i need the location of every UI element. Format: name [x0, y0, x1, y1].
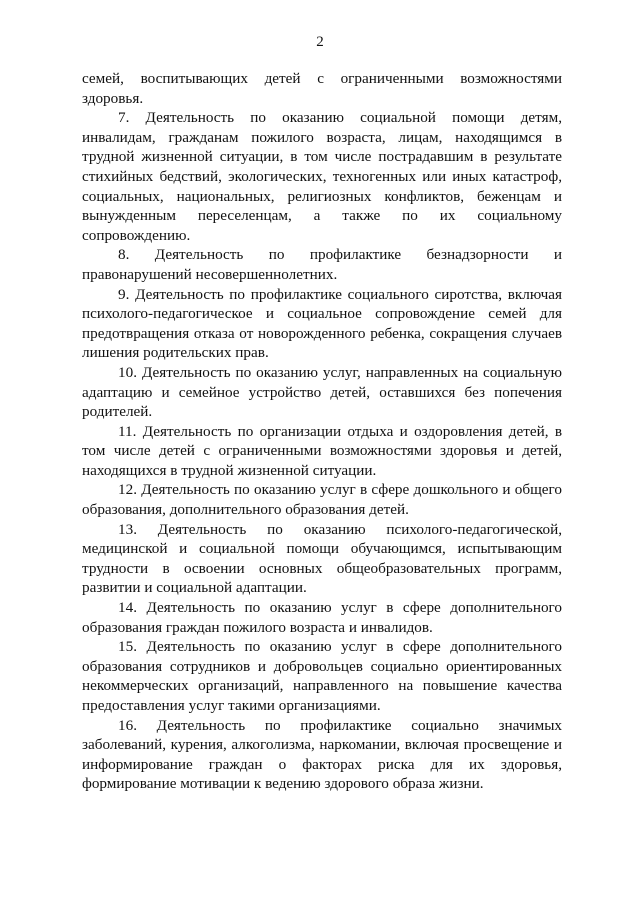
paragraph-item-10: 10. Деятельность по оказанию услуг, направленных на социальную адаптацию и семейное устройство детей, оставшихся без попечения родителей. — [82, 363, 562, 421]
paragraph-item-9: 9. Деятельность по профилактике социального сиротства, включая психолого-педагогическое и социальное сопровождение семей для предотвращения отказа от новорожденного ребенка, сокращения случаев лишения родительских прав. — [82, 285, 562, 362]
paragraph-continuation: семей, воспитывающих детей с ограниченными возможностями здоровья. — [82, 70, 562, 107]
paragraph-item-15: 15. Деятельность по оказанию услуг в сфере дополнительного образования сотрудников и добровольцев социально ориентированных некоммерческих организаций, направленного на повышение качества предоставления услуг такими организациями. — [82, 638, 562, 714]
document-body — [82, 69, 562, 794]
paragraph-item-11: 11. Деятельность по организации отдыха и оздоровления детей, в том числе детей с ограниченными возможностями здоровья и детей, находящихся в трудной жизненной ситуации. — [82, 422, 562, 479]
page-number: 2 — [316, 34, 324, 50]
paragraph-item-7: 7. Деятельность по оказанию социальной помощи детям, инвалидам, гражданам пожилого возраста, лицам, находящимся в трудной жизненной ситуации, в том числе пострадавшим в результате стихийных бедствий, экологических, техногенных или иных катастроф, социальных, национальных, религиозных конфликтов, беженцам и вынужденным переселенцам, а также по их социальному сопровождению. — [82, 109, 562, 244]
paragraph-item-13: 13. Деятельность по оказанию психолого-педагогической, медицинской и социальной помощи обучающимся, испытывающим трудности в освоении основных общеобразовательных программ, развитии и социальной адаптации. — [82, 520, 562, 597]
paragraph-item-14: 14. Деятельность по оказанию услуг в сфере дополнительного образования граждан пожилого возраста и инвалидов. — [82, 599, 562, 636]
paragraph-item-16: 16. Деятельность по профилактике социально значимых заболеваний, курения, алкоголизма, наркомании, включая просвещение и информирование граждан о факторах риска для их здоровья, формирование мотивации к ведению здорового образа жизни. — [82, 716, 562, 793]
paragraph-item-12: 12. Деятельность по оказанию услуг в сфере дошкольного и общего образования, дополнительного образования детей. — [82, 481, 562, 519]
paragraph-item-8: 8. Деятельность по профилактике безнадзорности и правонарушений несовершеннолетних. — [82, 246, 562, 283]
